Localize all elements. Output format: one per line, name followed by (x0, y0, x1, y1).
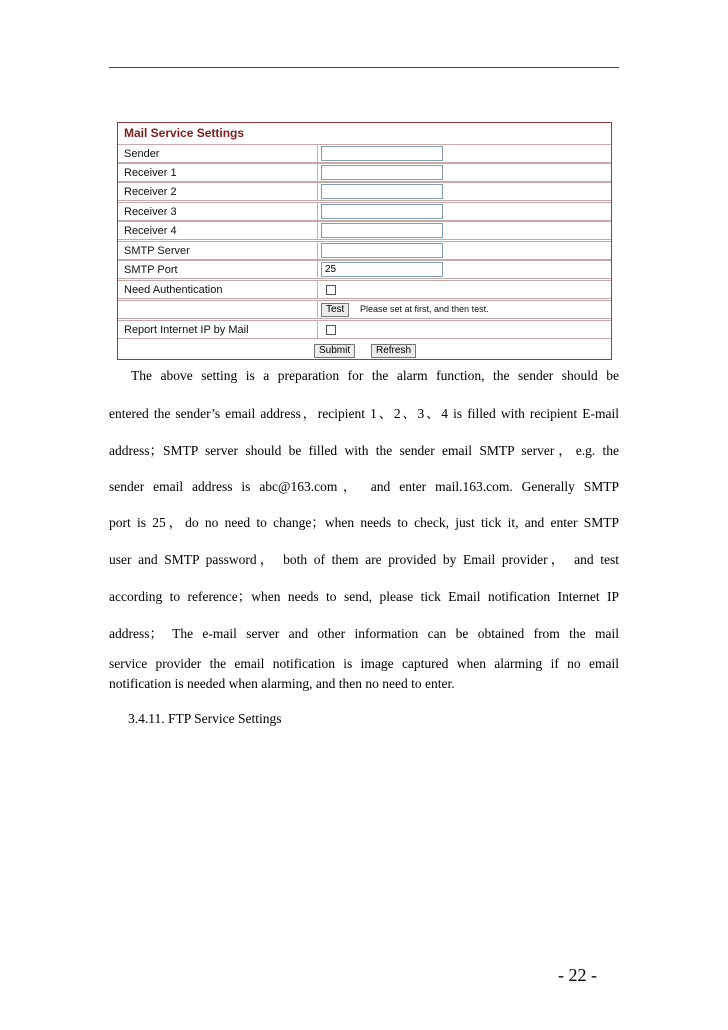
receiver4-row (118, 221, 611, 241)
test-hint: Please set at first, and then test. (360, 304, 489, 314)
need-auth-row (118, 280, 611, 300)
smtp-server-cell (318, 241, 611, 260)
receiver2-label: Receiver 2 (118, 182, 318, 201)
report-ip-label: Report Internet IP by Mail (118, 320, 318, 339)
body-line-3: address；SMTP server should be filled with the sender email SMTP server，e.g. the (109, 443, 619, 458)
body-line-4: sender email address is abc@163.com， and enter mail.163.com. Generally SMTP (109, 479, 619, 494)
body-line-8: address； The e-mail server and other information can be obtained from the mail (109, 626, 619, 641)
panel-title: Mail Service Settings (124, 126, 245, 140)
section-heading: 3.4.11. FTP Service Settings (128, 711, 282, 726)
need-auth-cell (318, 280, 611, 299)
receiver1-input[interactable] (321, 165, 443, 180)
smtp-server-row (118, 241, 611, 261)
need-auth-checkbox[interactable] (326, 285, 336, 295)
refresh-button[interactable]: Refresh (371, 344, 416, 358)
receiver2-row (118, 182, 611, 202)
smtp-server-input[interactable] (321, 243, 443, 258)
receiver1-cell (318, 163, 611, 182)
receiver1-row (118, 163, 611, 183)
report-ip-row (118, 320, 611, 340)
receiver1-label: Receiver 1 (118, 163, 318, 182)
body-line-5: port is 25，do no need to change；when needs to check, just tick it, and enter SMTP (109, 515, 619, 530)
receiver4-input[interactable] (321, 223, 443, 238)
need-auth-label: Need Authentication (118, 280, 318, 299)
body-final-paragraph: service provider the email notification is image captured when alarming if no email notification is needed when alarming, and then no need to enter. (109, 656, 619, 691)
body-line-7: according to reference；when needs to send, please tick Email notification Internet IP (109, 589, 619, 604)
report-ip-checkbox[interactable] (326, 325, 336, 335)
header-rule (109, 67, 619, 68)
test-row (118, 300, 611, 320)
receiver3-label: Receiver 3 (118, 202, 318, 221)
receiver4-label: Receiver 4 (118, 221, 318, 240)
mail-service-settings-panel (117, 122, 612, 360)
page-number: - 22 - (558, 965, 597, 985)
sender-input[interactable] (321, 146, 443, 161)
test-row-label (118, 300, 318, 319)
smtp-port-input[interactable]: 25 (321, 262, 443, 277)
receiver2-input[interactable] (321, 184, 443, 199)
sender-label: Sender (118, 144, 318, 163)
sender-row (118, 144, 611, 164)
submit-button[interactable]: Submit (314, 344, 355, 358)
body-line-6: user and SMTP password， both of them are provided by Email provider， and test (109, 552, 619, 567)
sender-cell (318, 144, 611, 163)
receiver3-row (118, 202, 611, 222)
receiver4-cell (318, 221, 611, 240)
receiver3-input[interactable] (321, 204, 443, 219)
test-button[interactable]: Test (321, 303, 349, 317)
smtp-port-row (118, 260, 611, 280)
report-ip-cell (318, 320, 611, 339)
body-line-2: entered the sender’s email address，recipient 1、2、3、4 is filled with recipient E-mail (109, 406, 619, 421)
body-line-1: The above setting is a preparation for the alarm function, the sender should be (131, 368, 619, 383)
receiver2-cell (318, 182, 611, 201)
smtp-port-cell (318, 260, 611, 279)
smtp-port-label: SMTP Port (118, 260, 318, 279)
receiver3-cell (318, 202, 611, 221)
smtp-server-label: SMTP Server (118, 241, 318, 260)
test-cell (318, 300, 611, 319)
